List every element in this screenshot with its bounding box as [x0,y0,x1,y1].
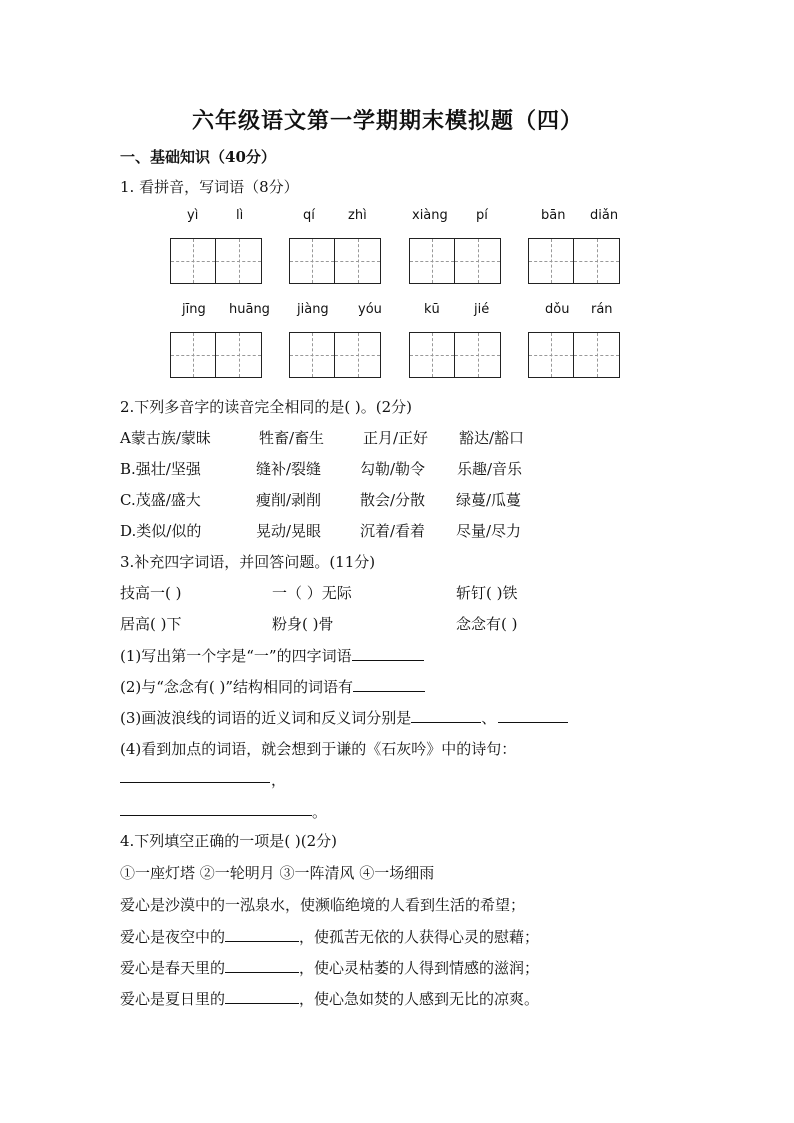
question-4-heading: 4.下列填空正确的一项是( )(2分) [120,832,338,850]
question-2-heading: 2.下列多音字的读音完全相同的是( )。(2分) [120,398,413,416]
idiom-fill: 念念有( ) [456,615,518,633]
answer-line[interactable] [120,814,312,816]
option-c-word: 散会/分散 [360,491,426,509]
idiom-fill: 技高一( ) [120,584,182,602]
option-d-word: 晃动/晃眼 [256,522,322,540]
sub-question-1 [120,645,424,666]
page-title: 六年级语文第一学期期末模拟题（四） [192,108,584,134]
sentence [120,926,539,947]
pinyin: pí [476,208,488,223]
idiom-fill: 一（ ）无际 [272,584,352,602]
writing-grid[interactable] [170,238,262,284]
option-b-word: 乐趣/音乐 [457,460,523,478]
sentence-end: ，使心急如焚的人感到无比的凉爽。 [299,990,540,1008]
section-heading: 一、基础知识（40分） [120,148,276,166]
option-b-word: 勾勒/勒令 [360,460,426,478]
comma: ， [271,771,287,789]
pinyin: jié [474,302,490,317]
pinyin: xiàng [412,208,448,223]
option-b-word: 缝补/裂缝 [256,460,322,478]
sub-question-text: (2)与“念念有( )”结构相同的词语有 [120,678,354,696]
option-a-word: 正月/正好 [363,429,429,447]
period: 。 [312,803,328,821]
sub-question-2 [120,676,425,697]
sentence-start: 爱心是夏日里的 [120,990,226,1008]
option-a-word: A蒙古族/蒙昧 [120,429,211,447]
writing-grid[interactable] [170,332,262,378]
answer-blank[interactable] [225,989,299,1004]
pinyin: jiàng [297,302,329,317]
option-c-word: C.茂盛/盛大 [120,491,201,509]
option-d-word: 尽量/尽力 [456,522,522,540]
answer-blank[interactable] [225,958,299,973]
pinyin: lì [236,208,244,223]
sentence [120,957,539,978]
pinyin: dǒu [545,302,570,317]
sub-question-text: (3)画波浪线的词语的近义词和反义词分别是 [120,709,412,727]
sentence-start: 爱心是春天里的 [120,959,226,977]
sentence-end: ，使心灵枯萎的人得到情感的滋润； [299,959,540,977]
sub-question-4: (4)看到加点的词语，就会想到于谦的《石灰吟》中的诗句： [120,740,517,758]
sentence: 爱心是沙漠中的一泓泉水，使濒临绝境的人看到生活的希望； [120,896,526,914]
answer-blank[interactable] [411,708,481,723]
pinyin: bān [541,208,566,223]
option-a-word: 豁达/豁口 [459,429,525,447]
idiom-fill: 居高( )下 [120,615,182,633]
writing-grid[interactable] [289,238,381,284]
idiom-fill: 斩钉( )铁 [456,584,518,602]
answer-line[interactable] [120,781,270,783]
answer-blank[interactable] [498,708,568,723]
option-d-word: D.类似/似的 [120,522,202,540]
sub-question-3 [120,707,568,728]
writing-grid[interactable] [409,238,501,284]
option-d-word: 沉着/看着 [360,522,426,540]
sentence-start: 爱心是夜空中的 [120,928,226,946]
question-1-heading: 1. 看拼音，写词语（8分） [120,178,299,196]
pinyin: kū [424,302,440,317]
sentence-end: ，使孤苦无依的人获得心灵的慰藉； [299,928,540,946]
option-c-word: 绿蔓/瓜蔓 [456,491,522,509]
answer-blank[interactable] [225,927,299,942]
sub-question-text: (1)写出第一个字是“一”的四字词语 [120,647,352,665]
option-c-word: 瘦削/剥削 [256,491,322,509]
pinyin: yì [187,208,199,223]
writing-grid[interactable] [409,332,501,378]
option-a-word: 牲畜/畜生 [259,429,325,447]
writing-grid[interactable] [528,332,620,378]
sentence [120,988,539,1009]
pinyin: zhì [348,208,367,223]
idiom-fill: 粉身( )骨 [272,615,334,633]
answer-blank[interactable] [352,646,424,661]
answer-blank[interactable] [353,677,425,692]
question-3-heading: 3.补充四字词语，并回答问题。(11分) [120,553,376,571]
option-b-word: B.强壮/坚强 [120,460,201,478]
pinyin: jīng [182,302,206,317]
pinyin: yóu [358,302,382,317]
separator: 、 [481,709,497,727]
pinyin: qí [303,208,315,223]
pinyin: diǎn [590,208,619,223]
writing-grid[interactable] [528,238,620,284]
pinyin: rán [591,302,613,317]
writing-grid[interactable] [289,332,381,378]
choice-list: ①一座灯塔 ②一轮明月 ③一阵清风 ④一场细雨 [120,864,435,882]
pinyin: huāng [229,302,270,317]
